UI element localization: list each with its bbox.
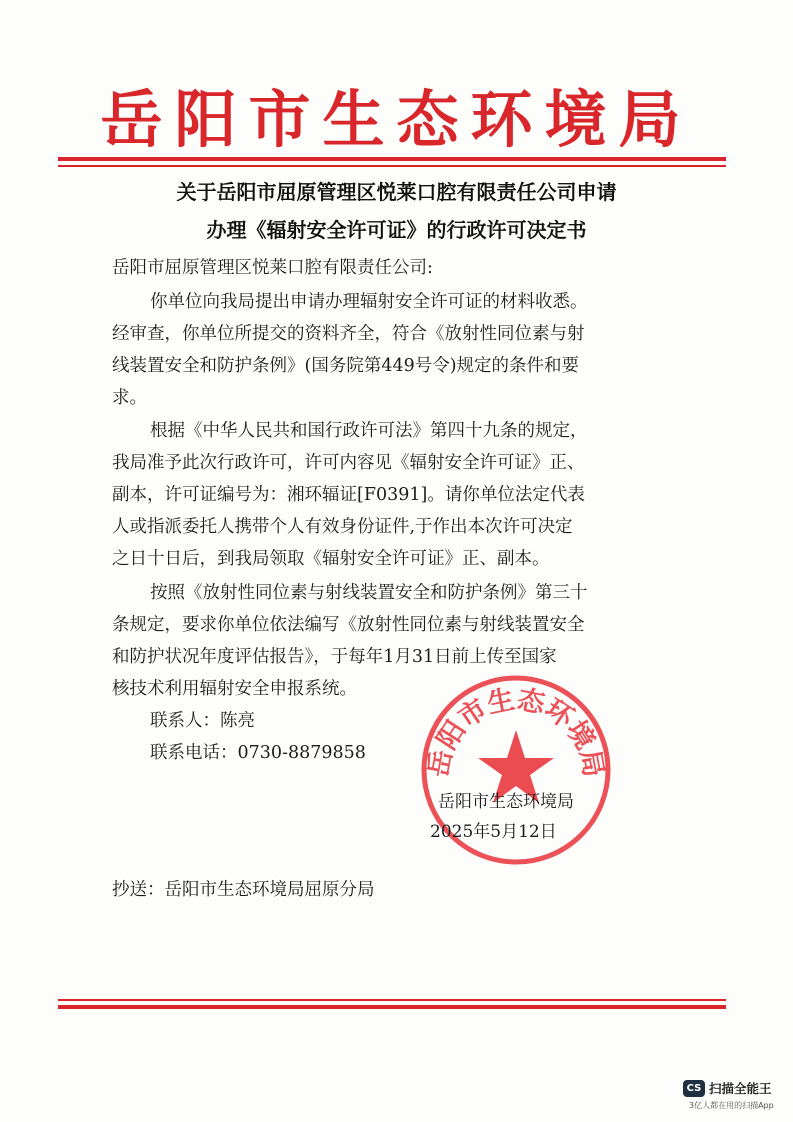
letterhead-title: 岳阳市生态环境局 [100,83,693,156]
footer-rule-thin [58,999,726,1001]
watermark-tagline: 3亿人都在用的扫描App [689,1101,774,1110]
document-title-line-2: 办理《辐射安全许可证》的行政许可决定书 [206,218,587,242]
svg-text:岳阳市生态环境局: 岳阳市生态环境局 [423,684,609,780]
paragraph-1-line-1: 你单位向我局提出申请办理辐射安全许可证的材料收悉。 [150,292,588,312]
addressee: 岳阳市屈原管理区悦莱口腔有限责任公司: [112,258,433,278]
paragraph-1-line-3: 线装置安全和防护条例》(国务院第449号令)规定的条件和要 [112,356,580,376]
paragraph-3-line-3: 和防护状况年度评估报告》，于每年1月31日前上传至国家 [112,647,557,667]
paragraph-2-line-5: 之日十日后，到我局领取《辐射安全许可证》正、副本。 [112,549,550,569]
paragraph-3-line-4: 核技术利用辐射安全申报系统。 [112,679,357,699]
document-title-line-1: 关于岳阳市屈原管理区悦莱口腔有限责任公司申请 [176,180,617,204]
footer-rule-thick [58,1005,726,1009]
paragraph-2-line-4: 人或指派委托人携带个人有效身份证件,于作出本次许可决定 [112,517,573,537]
contact-person: 联系人：陈亮 [150,711,255,731]
letterhead-rule-thin [58,165,726,167]
signature-org: 岳阳市生态环境局 [438,792,574,812]
paragraph-3-line-2: 条规定，要求你单位依法编写《放射性同位素与射线装置安全 [112,615,585,635]
signature-date: 2025年5月12日 [430,822,557,842]
paragraph-2-line-2: 我局准予此次行政许可，许可内容见《辐射安全许可证》正、 [112,453,585,473]
paragraph-2-line-3: 副本，许可证编号为：湘环辐证[F0391]。请你单位法定代表 [112,485,585,505]
scanner-watermark [683,1079,772,1097]
paragraph-3-line-1: 按照《放射性同位素与射线装置安全和防护条例》第三十 [150,583,588,603]
paragraph-2-line-1: 根据《中华人民共和国行政许可法》第四十九条的规定， [150,421,588,441]
paragraph-1-line-2: 经审查，你单位所提交的资料齐全，符合《放射性同位素与射 [112,324,585,344]
contact-phone: 联系电话：0730-8879858 [150,743,366,763]
camscanner-logo-icon: CS [683,1080,705,1097]
paragraph-1-line-4: 求。 [112,388,147,408]
cc-line: 抄送：岳阳市生态环境局屈原分局 [112,880,375,900]
watermark-app-name: 扫描全能王 [709,1081,772,1096]
letterhead-rule-thick [58,157,726,161]
